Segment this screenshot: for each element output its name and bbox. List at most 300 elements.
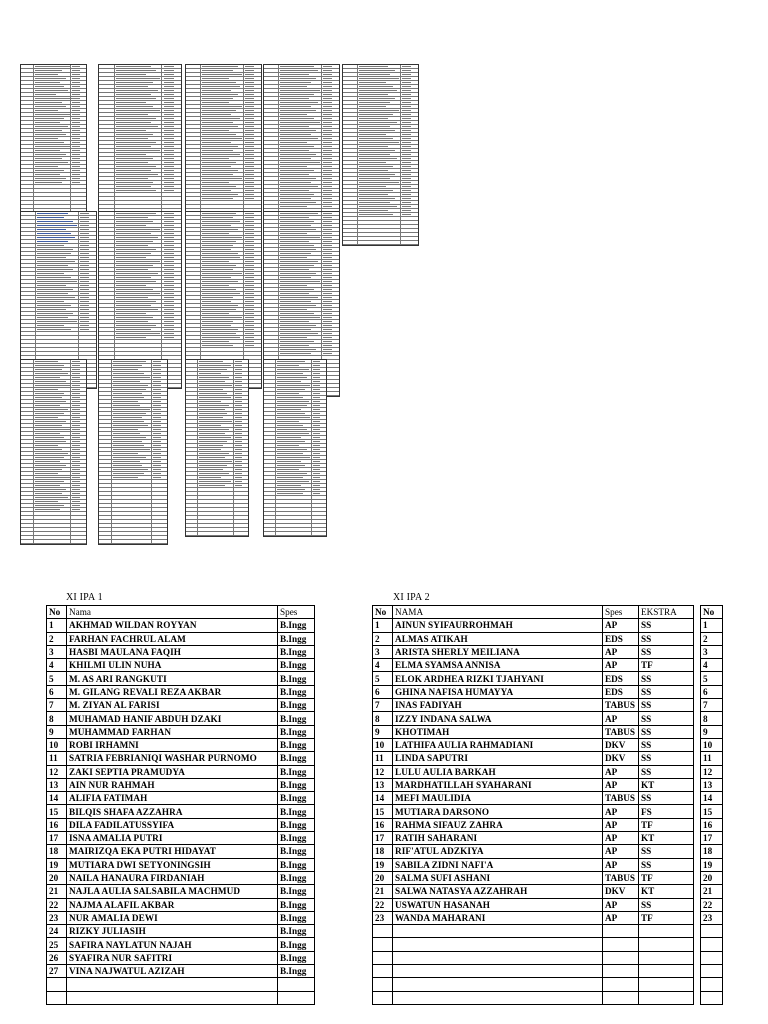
sheet-title-xi-ipa-1: XI IPA 1 — [66, 592, 103, 603]
table-row — [47, 938, 315, 951]
cell-ekstra — [639, 965, 694, 978]
cell-no: 21 — [701, 885, 723, 898]
cell-spes — [603, 925, 639, 938]
cell-no: 19 — [47, 858, 67, 871]
cell-spes: AP — [603, 911, 639, 924]
cell-no: 8 — [47, 712, 67, 725]
cell-spes: AP — [603, 765, 639, 778]
cell-nama: RIZKY JULIASIH — [67, 925, 278, 938]
table-row — [373, 738, 694, 751]
table-row — [373, 832, 694, 845]
cell-no — [701, 951, 723, 964]
table-row — [701, 925, 723, 938]
cell-no: 9 — [373, 725, 393, 738]
cell-no: 6 — [701, 685, 723, 698]
cell-nama: SYAFIRA NUR SAFITRI — [67, 951, 278, 964]
table-row — [373, 685, 694, 698]
cell-spes: AP — [603, 778, 639, 791]
cell-nama — [67, 991, 278, 1004]
table-row — [373, 991, 694, 1004]
table-row — [701, 778, 723, 791]
cell-nama: ALIFIA FATIMAH — [67, 792, 278, 805]
cell-no — [701, 938, 723, 951]
cell-nama: MUTIARA DARSONO — [393, 805, 603, 818]
table-row — [373, 951, 694, 964]
cell-nama: NUR AMALIA DEWI — [67, 911, 278, 924]
cell-spes: TABUS — [603, 871, 639, 884]
cell-spes — [278, 978, 315, 991]
table-row — [373, 871, 694, 884]
cell-no: 21 — [47, 885, 67, 898]
table-row — [47, 765, 315, 778]
cell-spes: EDS — [603, 632, 639, 645]
cell-spes: B.Ingg — [278, 659, 315, 672]
cell-spes: B.Ingg — [278, 858, 315, 871]
cell-nama: SABILA ZIDNI NAFI'A — [393, 858, 603, 871]
table-row — [373, 805, 694, 818]
cell-no: 22 — [701, 898, 723, 911]
cell-nama: ALMAS ATIKAH — [393, 632, 603, 645]
cell-nama: VINA NAJWATUL AZIZAH — [67, 965, 278, 978]
cell-ekstra: KT — [639, 832, 694, 845]
cell-ekstra: KT — [639, 778, 694, 791]
cell-nama: M. AS ARI RANGKUTI — [67, 672, 278, 685]
sheet-title-xi-ipa-2: XI IPA 2 — [393, 592, 430, 603]
cell-spes: B.Ingg — [278, 938, 315, 951]
cell-no: 18 — [701, 845, 723, 858]
cell-no — [373, 978, 393, 991]
thumbnail-sheet — [20, 354, 87, 545]
cell-no: 5 — [47, 672, 67, 685]
cell-spes: DKV — [603, 885, 639, 898]
cell-spes: B.Ingg — [278, 832, 315, 845]
table-row — [701, 659, 723, 672]
cell-no: 5 — [373, 672, 393, 685]
cell-nama — [393, 991, 603, 1004]
cell-nama: LATHIFA AULIA RAHMADIANI — [393, 738, 603, 751]
cell-ekstra — [639, 978, 694, 991]
cell-no: 17 — [47, 832, 67, 845]
cell-no: 6 — [47, 685, 67, 698]
cell-spes — [603, 978, 639, 991]
cell-spes: B.Ingg — [278, 619, 315, 632]
cell-spes: B.Ingg — [278, 965, 315, 978]
table-row — [701, 685, 723, 698]
table-row — [373, 752, 694, 765]
table-row — [373, 645, 694, 658]
cell-spes: B.Ingg — [278, 752, 315, 765]
cell-nama: ISNA AMALIA PUTRI — [67, 832, 278, 845]
table-row — [373, 911, 694, 924]
thumbnail-sheet — [263, 354, 327, 537]
table-row — [47, 685, 315, 698]
cell-ekstra: SS — [639, 712, 694, 725]
cell-spes: B.Ingg — [278, 885, 315, 898]
table-row — [373, 885, 694, 898]
table-row — [47, 925, 315, 938]
table-row — [701, 871, 723, 884]
cell-no: 17 — [373, 832, 393, 845]
cell-ekstra: SS — [639, 672, 694, 685]
cell-nama: MUTIARA DWI SETYONINGSIH — [67, 858, 278, 871]
cell-no: 12 — [373, 765, 393, 778]
cell-spes — [278, 991, 315, 1004]
cell-no: 19 — [373, 858, 393, 871]
cell-nama — [393, 938, 603, 951]
cell-no — [373, 925, 393, 938]
thumbnail-sheet — [185, 354, 249, 537]
cell-nama: MARDHATILLAH SYAHARANI — [393, 778, 603, 791]
cell-spes — [603, 938, 639, 951]
cell-no: 4 — [373, 659, 393, 672]
cell-spes: B.Ingg — [278, 898, 315, 911]
cell-spes: AP — [603, 712, 639, 725]
cell-spes: AP — [603, 898, 639, 911]
cell-nama: NAJLA AULIA SALSABILA MACHMUD — [67, 885, 278, 898]
cell-nama: AIN NUR RAHMAH — [67, 778, 278, 791]
cell-spes: AP — [603, 845, 639, 858]
table-row — [47, 965, 315, 978]
cell-no: 13 — [47, 778, 67, 791]
table-row — [47, 752, 315, 765]
cell-no: 20 — [701, 871, 723, 884]
cell-ekstra: SS — [639, 752, 694, 765]
cell-no: 23 — [701, 911, 723, 924]
cell-nama: SATRIA FEBRIANIQI WASHAR PURNOMO — [67, 752, 278, 765]
cell-no: 22 — [47, 898, 67, 911]
header-nama: Nama — [67, 606, 278, 619]
cell-no: 7 — [373, 699, 393, 712]
table-row — [373, 965, 694, 978]
cell-spes: B.Ingg — [278, 818, 315, 831]
cell-ekstra: SS — [639, 792, 694, 805]
cell-nama: HASBI MAULANA FAQIH — [67, 645, 278, 658]
cell-nama: KHILMI ULIN NUHA — [67, 659, 278, 672]
cell-no — [701, 925, 723, 938]
table-row — [47, 871, 315, 884]
cell-ekstra: TF — [639, 911, 694, 924]
cell-no: 10 — [373, 738, 393, 751]
cell-no: 3 — [373, 645, 393, 658]
cell-ekstra: SS — [639, 685, 694, 698]
table-row — [701, 619, 723, 632]
cell-no: 9 — [47, 725, 67, 738]
header-nama: NAMA — [393, 606, 603, 619]
table-row — [47, 978, 315, 991]
table-row — [47, 805, 315, 818]
cell-no: 8 — [373, 712, 393, 725]
cell-nama: BILQIS SHAFA AZZAHRA — [67, 805, 278, 818]
cell-nama — [393, 978, 603, 991]
cell-nama: WANDA MAHARANI — [393, 911, 603, 924]
cell-no: 22 — [373, 898, 393, 911]
table-row — [373, 712, 694, 725]
cell-spes: AP — [603, 659, 639, 672]
header-no: No — [701, 606, 723, 619]
table-row — [47, 991, 315, 1004]
cell-ekstra: SS — [639, 898, 694, 911]
cell-ekstra — [639, 951, 694, 964]
table-row — [701, 645, 723, 658]
cell-no — [47, 991, 67, 1004]
cell-nama: KHOTIMAH — [393, 725, 603, 738]
table-row — [47, 885, 315, 898]
cell-no: 14 — [47, 792, 67, 805]
cell-no: 25 — [47, 938, 67, 951]
cell-nama: AKHMAD WILDAN ROYYAN — [67, 619, 278, 632]
cell-no: 1 — [47, 619, 67, 632]
table-row — [47, 845, 315, 858]
cell-no: 4 — [47, 659, 67, 672]
table-row — [701, 858, 723, 871]
table-header-row — [373, 606, 694, 619]
cell-no: 20 — [373, 871, 393, 884]
cell-spes: B.Ingg — [278, 712, 315, 725]
cell-ekstra: TF — [639, 818, 694, 831]
cell-nama: ROBI IRHAMNI — [67, 738, 278, 751]
table-row — [47, 792, 315, 805]
cell-spes: B.Ingg — [278, 845, 315, 858]
cell-no: 17 — [701, 832, 723, 845]
cell-spes: EDS — [603, 685, 639, 698]
cell-no: 1 — [373, 619, 393, 632]
table-row — [47, 778, 315, 791]
cell-nama: GHINA NAFISA HUMAYYA — [393, 685, 603, 698]
table-row — [47, 911, 315, 924]
cell-spes: B.Ingg — [278, 765, 315, 778]
table-row — [701, 832, 723, 845]
cell-nama: RAHMA SIFAUZ ZAHRA — [393, 818, 603, 831]
cell-no: 3 — [701, 645, 723, 658]
cell-no: 26 — [47, 951, 67, 964]
cell-spes: TABUS — [603, 699, 639, 712]
cell-ekstra: SS — [639, 858, 694, 871]
cell-no: 16 — [47, 818, 67, 831]
cell-spes: B.Ingg — [278, 925, 315, 938]
cell-nama: M. ZIYAN AL FARISI — [67, 699, 278, 712]
cell-nama: SAFIRA NAYLATUN NAJAH — [67, 938, 278, 951]
table-row — [47, 672, 315, 685]
cell-no — [47, 978, 67, 991]
cell-no: 13 — [701, 778, 723, 791]
cell-no — [701, 991, 723, 1004]
cell-no: 15 — [373, 805, 393, 818]
cell-no: 18 — [47, 845, 67, 858]
cell-nama: ZAKI SEPTIA PRAMUDYA — [67, 765, 278, 778]
cell-no: 19 — [701, 858, 723, 871]
cell-spes: DKV — [603, 738, 639, 751]
cell-no — [701, 978, 723, 991]
table-row — [47, 858, 315, 871]
cell-no: 8 — [701, 712, 723, 725]
table-row — [373, 659, 694, 672]
table-row — [701, 978, 723, 991]
cell-ekstra: FS — [639, 805, 694, 818]
cell-no: 11 — [701, 752, 723, 765]
cell-nama: NAILA HANAURA FIRDANIAH — [67, 871, 278, 884]
cell-spes — [603, 991, 639, 1004]
cell-spes: AP — [603, 805, 639, 818]
cell-no: 16 — [373, 818, 393, 831]
cell-spes: B.Ingg — [278, 792, 315, 805]
cell-ekstra: SS — [639, 725, 694, 738]
table-row — [47, 951, 315, 964]
header-ekstra: EKSTRA — [639, 606, 694, 619]
cell-nama — [393, 951, 603, 964]
cell-no: 12 — [47, 765, 67, 778]
cell-spes: AP — [603, 818, 639, 831]
cell-spes: DKV — [603, 752, 639, 765]
cell-ekstra — [639, 925, 694, 938]
cell-nama: MAIRIZQA EKA PUTRI HIDAYAT — [67, 845, 278, 858]
cell-nama: NAJMA ALAFIL AKBAR — [67, 898, 278, 911]
table-row — [373, 818, 694, 831]
cell-no: 24 — [47, 925, 67, 938]
cell-nama — [393, 925, 603, 938]
table-row — [701, 738, 723, 751]
cell-spes: B.Ingg — [278, 672, 315, 685]
cell-no — [701, 965, 723, 978]
cell-spes: B.Ingg — [278, 871, 315, 884]
cell-spes: B.Ingg — [278, 699, 315, 712]
table-row — [373, 765, 694, 778]
cell-nama — [67, 978, 278, 991]
cell-no: 23 — [47, 911, 67, 924]
table-row — [701, 672, 723, 685]
header-no: No — [373, 606, 393, 619]
cell-ekstra: SS — [639, 632, 694, 645]
cell-spes: AP — [603, 645, 639, 658]
table-row — [47, 712, 315, 725]
cell-ekstra: SS — [639, 738, 694, 751]
cell-no: 5 — [701, 672, 723, 685]
table-row — [701, 965, 723, 978]
table-row — [373, 619, 694, 632]
cell-no: 14 — [701, 792, 723, 805]
cell-spes: AP — [603, 832, 639, 845]
cell-ekstra: SS — [639, 619, 694, 632]
cell-ekstra: KT — [639, 885, 694, 898]
cell-ekstra — [639, 991, 694, 1004]
table-row — [373, 925, 694, 938]
table-row — [47, 725, 315, 738]
table-row — [373, 898, 694, 911]
cell-spes: B.Ingg — [278, 951, 315, 964]
table-row — [701, 765, 723, 778]
thumbnail-sheet — [342, 59, 419, 246]
cell-no: 13 — [373, 778, 393, 791]
cell-nama: M. GILANG REVALI REZA AKBAR — [67, 685, 278, 698]
table-row — [47, 832, 315, 845]
cell-nama: MUHAMMAD FARHAN — [67, 725, 278, 738]
cell-spes — [603, 965, 639, 978]
header-spes: Spes — [278, 606, 315, 619]
table-xi-ipa-1 — [46, 605, 315, 1005]
cell-spes: B.Ingg — [278, 645, 315, 658]
cell-spes: TABUS — [603, 725, 639, 738]
cell-nama: LULU AULIA BARKAH — [393, 765, 603, 778]
cell-spes: EDS — [603, 672, 639, 685]
table-row — [701, 699, 723, 712]
cell-no: 9 — [701, 725, 723, 738]
cell-nama: DILA FADILATUSSYIFA — [67, 818, 278, 831]
cell-no: 7 — [47, 699, 67, 712]
cell-no: 18 — [373, 845, 393, 858]
table-row — [373, 938, 694, 951]
cell-no: 14 — [373, 792, 393, 805]
table-row — [47, 699, 315, 712]
cell-no: 20 — [47, 871, 67, 884]
cell-nama — [393, 965, 603, 978]
cell-no: 27 — [47, 965, 67, 978]
cell-ekstra: SS — [639, 845, 694, 858]
table-row — [701, 818, 723, 831]
table-row — [47, 818, 315, 831]
table-row — [47, 898, 315, 911]
table-row — [47, 659, 315, 672]
cell-nama: RIF'ATUL ADZKIYA — [393, 845, 603, 858]
table-row — [701, 805, 723, 818]
cell-nama: MUHAMAD HANIF ABDUH DZAKI — [67, 712, 278, 725]
cell-no: 2 — [373, 632, 393, 645]
cell-no — [373, 965, 393, 978]
table-row — [47, 632, 315, 645]
thumbnail-sheet — [98, 354, 168, 545]
cell-no: 10 — [47, 738, 67, 751]
cell-no: 21 — [373, 885, 393, 898]
table-row — [701, 845, 723, 858]
cell-no — [373, 991, 393, 1004]
cell-spes: B.Ingg — [278, 725, 315, 738]
cell-spes — [603, 951, 639, 964]
table-row — [701, 632, 723, 645]
cell-no — [373, 951, 393, 964]
cell-ekstra: SS — [639, 699, 694, 712]
cell-ekstra: TF — [639, 659, 694, 672]
table-row — [47, 645, 315, 658]
table-row — [701, 725, 723, 738]
cell-spes: B.Ingg — [278, 632, 315, 645]
cell-no: 10 — [701, 738, 723, 751]
cell-nama: ELOK ARDHEA RIZKI TJAHYANI — [393, 672, 603, 685]
cell-no: 16 — [701, 818, 723, 831]
table-row — [701, 792, 723, 805]
table-row — [373, 778, 694, 791]
cell-no: 11 — [373, 752, 393, 765]
cell-ekstra: TF — [639, 871, 694, 884]
cell-spes: B.Ingg — [278, 778, 315, 791]
cell-ekstra — [639, 938, 694, 951]
cell-ekstra: SS — [639, 765, 694, 778]
cell-nama: INAS FADIYAH — [393, 699, 603, 712]
cell-spes: B.Ingg — [278, 685, 315, 698]
cell-no: 11 — [47, 752, 67, 765]
cell-no: 2 — [47, 632, 67, 645]
table-xi-ipa-2 — [372, 605, 694, 1005]
cell-nama: USWATUN HASANAH — [393, 898, 603, 911]
cell-no: 15 — [701, 805, 723, 818]
cell-no: 23 — [373, 911, 393, 924]
cell-spes: B.Ingg — [278, 738, 315, 751]
cell-nama: IZZY INDANA SALWA — [393, 712, 603, 725]
cell-no: 3 — [47, 645, 67, 658]
table-row — [701, 885, 723, 898]
cell-nama: MEFI MAULIDIA — [393, 792, 603, 805]
table-row — [701, 911, 723, 924]
cell-no: 1 — [701, 619, 723, 632]
cell-no: 6 — [373, 685, 393, 698]
cell-ekstra: SS — [639, 645, 694, 658]
